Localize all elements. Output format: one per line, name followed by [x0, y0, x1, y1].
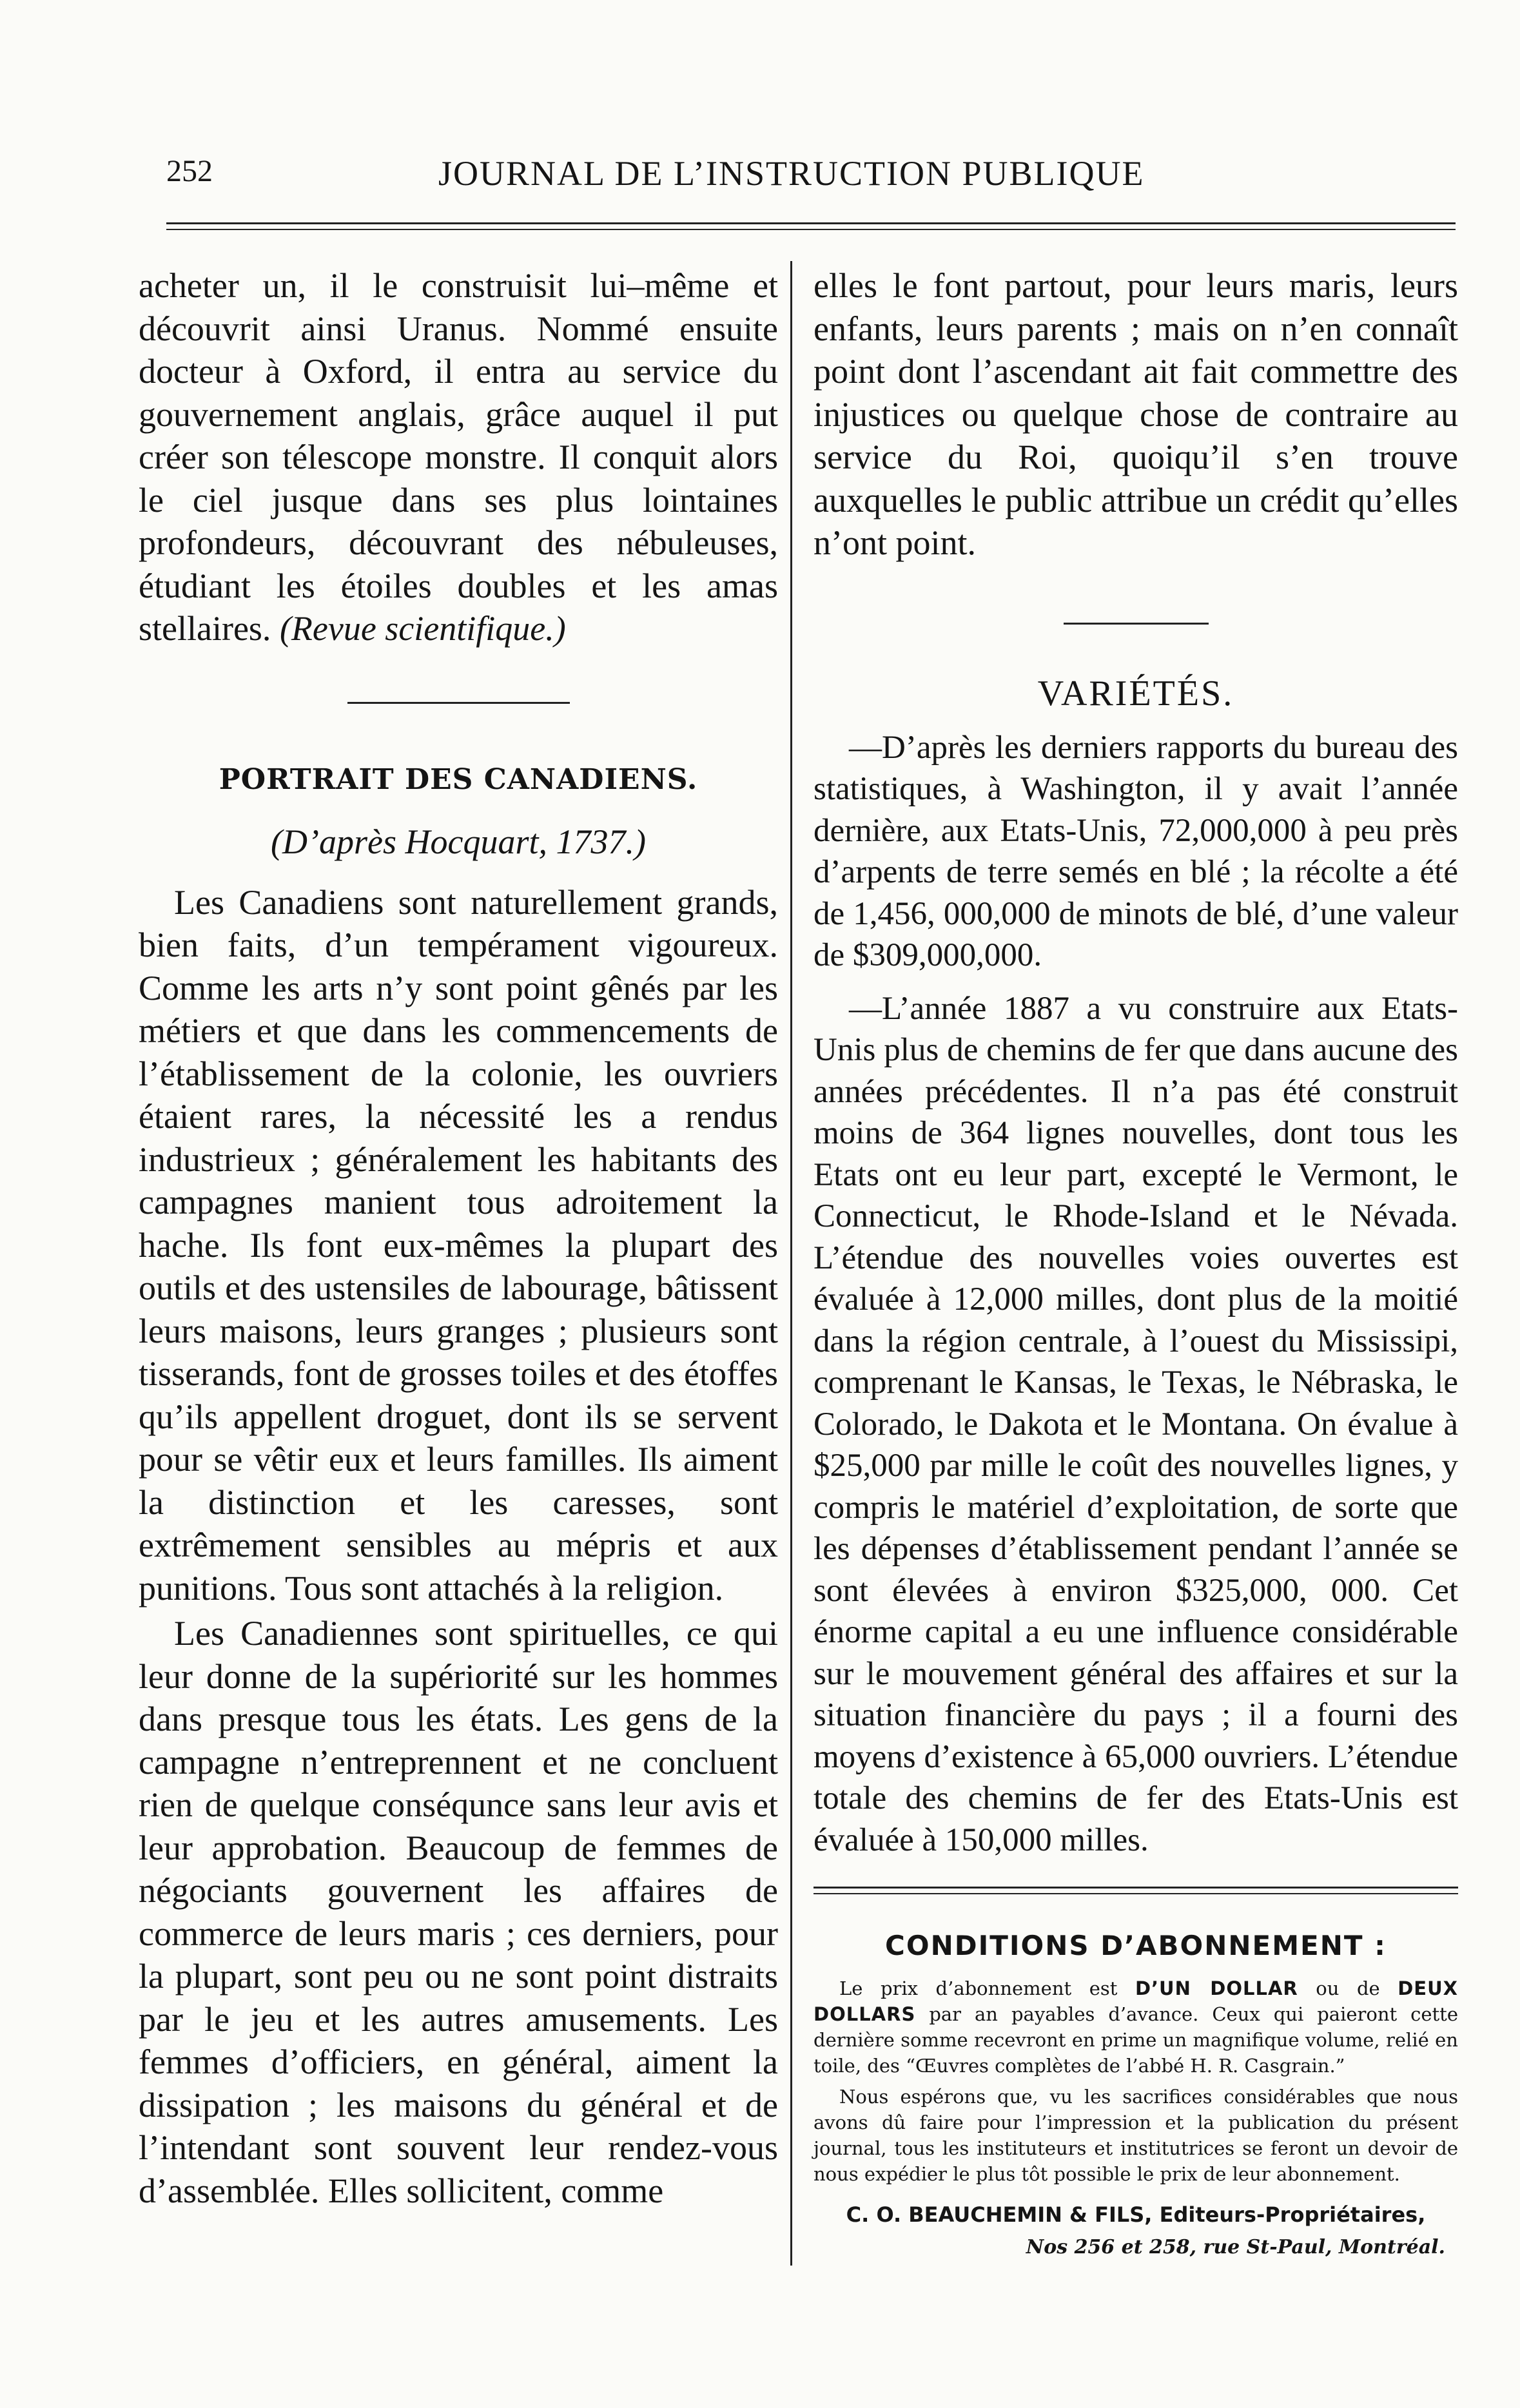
section-subtitle: (D’après Hocquart, 1737.) — [271, 822, 646, 861]
price-text-e: par an payables d’avance. Ceux qui paieront cette dernière somme recevront en prime un magnifique volume, relié en toile, des “Œuvres complètes de l’abbé H. R. Casgrain.” — [814, 2003, 1459, 2077]
section-title: PORTRAIT DES CANADIENS. — [219, 762, 698, 796]
herschel-text: acheter un, il le construisit lui–même et découvrit ainsi Uranus. Nommé ensuite docteur à Oxford, il entra au service du gouvernement anglais, grâce auquel il put créer son télescope monstre. Il conquit alors le ciel jusque dans ses plus lointaines profondeurs, découvrant des nébuleuses, étudiant les étoiles doubles et les amas stellaires. — [139, 266, 778, 648]
continuation-paragraph: elles le font partout, pour leurs maris, leurs enfants, leurs parents ; mais on n’en connaît point dont l’ascendant ait fait commettre des injustices ou quelque chose de contraire au service du Roi, quoiqu’il s’en trouve auxquelles le public attribue un crédit qu’elles n’ont point. — [814, 266, 1458, 562]
header-rule-top — [166, 222, 1456, 224]
price-one-dollar: D’UN DOLLAR — [1135, 1977, 1298, 1999]
variete-chemins-de-fer: —L’année 1887 a vu construire aux Etats-Unis plus de chemins de fer que dans aucune des années précédentes. Il n’a pas été construit moins de 364 lignes nouvelles, dont tous les Etats ont eu leur part, excepté le Vermont, le Connecticut, le Rhode-Island et le Névada. L’étendue des nouvelles voies ouvertes est évaluée à 12,000 milles, dont plus de la moitié dans la région centrale, à l’ouest du Mississipi, comprenant le Kansas, le Texas, le Nébraska, le Colorado, le Dakota et le Montana. On évalue à $25,000 par mille le coût des nouvelles lignes, y compris le matériel d’exploitation, de sorte que les dépenses d’établissement pendant l’année se sont élevées à environ $325,000, 000. Cet énorme capital a eu une influence considérable sur le mouvement général des affaires et sur la situation financière du pays ; il a fourni des moyens d’existence à 65,000 ouvriers. L’étendue totale des chemins de fer des Etats-Unis est évaluée à 150,000 milles. — [814, 990, 1458, 1858]
page-number: 252 — [166, 154, 213, 188]
canadiennes-paragraph: Les Canadiennes sont spirituelles, ce qui leur donne de la supériorité sur les hommes dans presque tous les états. Les gens de la campagne n’entreprennent et ne concluent rien de quelque conséqunce sans leur avis et leur approbation. Beaucoup de femmes de négociants gouvernent les affaires de commerce de leurs maris ; ces derniers, pour la plupart, sont peu ou ne sont point distraits par le jeu et les autres amusements. Les femmes d’officiers, en général, aiment la dissipation ; les maisons du général et de l’intendant sont souvent leur rendez-vous d’assemblée. Elles sollicitent, comme — [139, 1614, 778, 2210]
canadiens-paragraph: Les Canadiens sont naturellement grands, bien faits, d’un tempérament vigoureux. Comme les arts n’y sont point gênés par les métiers et que dans les commencements de l’établissement de la colonie, les ouvriers étaient rares, la nécessité les a rendus industrieux ; généralement les habitants des campagnes manient tous adroitement la hache. Ils font eux-mêmes la plupart des outils et des ustensiles de labourage, bâtissent leurs maisons, leurs granges ; plusieurs sont tisserands, font de grosses toiles et des étoffes qu’ils appellent droguet, dont ils se servent pour se vêtir eux et leurs familles. Ils aiment la distinction et les caresses, sont extrêmement sensibles au mépris et aux punitions. Tous sont attachés à la religion. — [139, 882, 778, 1607]
publisher-address: Nos 256 et 258, rue St-Paul, Montréal. — [1026, 2236, 1445, 2258]
price-text-a: Le prix d’abonnement est — [839, 1977, 1118, 1999]
right-column — [814, 264, 1458, 2258]
variete-ble: —D’après les derniers rapports du bureau des statistiques, à Washington, il y avait l’année dernière, aux Etats-Unis, 72,000,000 à peu près d’arpents de terre semés en blé ; la récolte a été de 1,456, 000,000 de minots de blé, d’une valeur de $309,000,000. — [814, 729, 1458, 973]
publisher-line: C. O. BEAUCHEMIN & FILS, Editeurs-Propriétaires, — [846, 2202, 1426, 2227]
price-two-dollars: DEUX DOLLARS — [814, 1977, 1459, 2025]
herschel-paragraph — [139, 264, 778, 650]
running-title: JOURNAL DE L’INSTRUCTION PUBLIQUE — [438, 154, 1145, 193]
conditions-rule-top — [814, 1887, 1458, 1889]
varietes-title: VARIÉTÉS. — [1037, 673, 1234, 714]
left-column — [139, 264, 778, 2212]
header-rule-bottom — [166, 229, 1456, 230]
conditions-price-paragraph — [814, 1976, 1458, 2079]
price-text-c: ou de — [1316, 1977, 1380, 1999]
varietes-body — [814, 727, 1458, 1861]
conditions-title: CONDITIONS D’ABONNEMENT : — [885, 1930, 1387, 1961]
column-divider — [790, 261, 792, 2266]
herschel-source: (Revue scientifique.) — [279, 609, 566, 648]
conditions-request-paragraph: Nous espérons que, vu les sacrifices considérables que nous avons dû faire pour l’impression et la publication du présent journal, tous les instituteurs et institutrices se feront un devoir de nous expédier le plus tôt possible le prix de leur abonnement. — [814, 2086, 1458, 2185]
